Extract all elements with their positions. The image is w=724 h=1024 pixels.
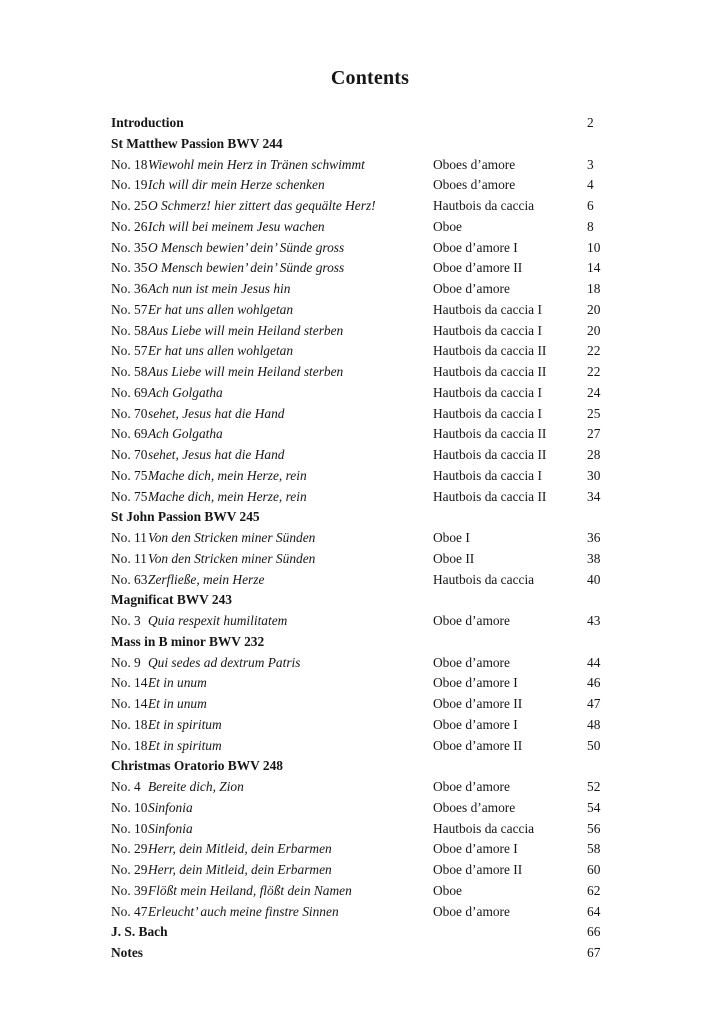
entry-page-number: 36 — [587, 530, 601, 545]
entry-title: Et in unum — [148, 675, 207, 691]
section-label: St John Passion BWV 245 — [111, 509, 260, 525]
entry-instrument: Oboe — [433, 882, 463, 898]
toc-entry-row — [111, 736, 631, 757]
entry-instrument: Oboe d’amore II — [433, 260, 523, 276]
section-page-number: 2 — [587, 115, 594, 130]
entry-page-number: 38 — [587, 550, 601, 566]
entry-title: Aus Liebe will mein Heiland sterben — [148, 364, 344, 379]
entry-number: No. 63 — [111, 571, 148, 587]
entry-number: No. 58 — [111, 322, 148, 338]
entry-title: O Mensch bewien’ dein’ Sünde gross — [148, 260, 345, 276]
toc-section-row — [111, 922, 631, 943]
entry-page-number: 50 — [587, 737, 601, 753]
entry-instrument: Hautbois da caccia — [433, 820, 535, 836]
entry-number: No. 18 — [111, 156, 148, 172]
entry-title: Et in spiritum — [148, 737, 222, 753]
entry-title: Qui sedes ad dextrum Patris — [148, 654, 301, 670]
entry-title: Von den Stricken miner Sünden — [148, 550, 316, 566]
page-title: Contents — [330, 67, 410, 89]
entry-instrument: Hautbois da caccia II — [433, 364, 547, 379]
toc-entry-row — [111, 341, 631, 362]
entry-instrument: Hautbois da caccia — [433, 198, 535, 213]
entry-title: Mache dich, mein Herze, rein — [148, 467, 307, 483]
entry-page-number: 8 — [587, 218, 594, 234]
entry-number: No. 18 — [111, 716, 148, 732]
toc-entry-row — [111, 404, 631, 425]
toc-entry-row — [111, 258, 631, 279]
entry-page-number: 24 — [587, 384, 601, 400]
entry-number: No. 39 — [111, 882, 148, 898]
section-page-number: 66 — [587, 924, 601, 940]
toc-entry-row — [111, 881, 631, 902]
toc-entry-row — [111, 673, 631, 694]
entry-instrument: Hautbois da caccia II — [433, 426, 547, 442]
entry-number: No. 10 — [111, 820, 148, 836]
entry-instrument: Hautbois da caccia — [433, 571, 535, 587]
entry-page-number: 28 — [587, 447, 601, 462]
section-page-number — [587, 590, 615, 611]
toc-entry-row — [111, 860, 631, 881]
entry-instrument: Hautbois da caccia I — [433, 405, 542, 421]
entry-instrument: Oboes d’amore — [433, 177, 516, 193]
section-page-number: 67 — [587, 945, 601, 960]
entry-instrument: Oboe d’amore II — [433, 696, 523, 711]
toc-section-row — [111, 943, 631, 964]
entry-number: No. 47 — [111, 903, 148, 919]
entry-number: No. 75 — [111, 467, 148, 483]
entry-number: No. 35 — [111, 260, 148, 276]
toc-entry-row — [111, 445, 631, 466]
toc-entry-row — [111, 300, 631, 321]
toc-entry-row — [111, 217, 631, 238]
section-label: J. S. Bach — [111, 924, 168, 940]
toc-entry-row — [111, 653, 631, 674]
toc-entry-row — [111, 487, 631, 508]
entry-instrument: Oboe d’amore I — [433, 841, 518, 857]
entry-number: No. 35 — [111, 239, 148, 255]
toc-entry-row — [111, 611, 631, 632]
toc-section-row — [111, 632, 631, 653]
entry-title: Ich will bei meinem Jesu wachen — [148, 218, 325, 234]
entry-number: No. 14 — [111, 675, 148, 691]
entry-page-number: 44 — [587, 654, 601, 670]
toc-entry-row — [111, 715, 631, 736]
entry-page-number: 34 — [587, 488, 601, 504]
entry-page-number: 47 — [587, 696, 601, 711]
entry-title: sehet, Jesus hat die Hand — [148, 405, 285, 421]
entry-number: No. 4 — [111, 779, 141, 794]
entry-page-number: 46 — [587, 675, 601, 691]
entry-number: No. 70 — [111, 405, 148, 421]
entry-instrument: Hautbois da caccia I — [433, 467, 542, 483]
section-label: St Matthew Passion BWV 244 — [111, 135, 283, 151]
toc-entry-row — [111, 383, 631, 404]
toc-entry-row — [111, 528, 631, 549]
entry-title: Aus Liebe will mein Heiland sterben — [148, 322, 344, 338]
entry-instrument: Oboe d’amore I — [433, 239, 518, 255]
entry-number: No. 25 — [111, 198, 148, 213]
entry-page-number: 20 — [587, 322, 601, 338]
entry-number: No. 26 — [111, 218, 148, 234]
entry-instrument: Oboe d’amore I — [433, 716, 518, 732]
entry-page-number: 64 — [587, 903, 601, 919]
toc-entry-row — [111, 424, 631, 445]
toc-section-row — [111, 113, 631, 134]
entry-instrument: Oboe d’amore I — [433, 675, 518, 691]
entry-instrument: Oboes d’amore — [433, 156, 516, 172]
entry-title: Sinfonia — [148, 799, 193, 815]
toc-entry-row — [111, 155, 631, 176]
entry-page-number: 48 — [587, 716, 601, 732]
toc-list — [111, 113, 631, 964]
entry-instrument: Oboe I — [433, 530, 470, 545]
toc-entry-row — [111, 839, 631, 860]
entry-instrument: Oboe d’amore — [433, 779, 510, 794]
entry-title: Erleucht’ auch meine finstre Sinnen — [148, 903, 339, 919]
entry-page-number: 27 — [587, 426, 601, 442]
entry-title: Flößt mein Heiland, flößt dein Namen — [148, 882, 352, 898]
section-label: Magnificat BWV 243 — [111, 592, 233, 608]
entry-page-number: 10 — [587, 239, 601, 255]
toc-entry-row — [111, 279, 631, 300]
entry-page-number: 18 — [587, 281, 601, 296]
section-page-number — [587, 756, 615, 777]
entry-number: No. 57 — [111, 301, 148, 317]
entry-number: No. 18 — [111, 737, 148, 753]
entry-instrument: Oboe d’amore II — [433, 862, 523, 877]
toc-entry-row — [111, 238, 631, 259]
entry-number: No. 70 — [111, 447, 148, 462]
entry-page-number: 4 — [587, 177, 594, 193]
entry-title: Herr, dein Mitleid, dein Erbarmen — [148, 841, 332, 857]
entry-page-number: 56 — [587, 820, 601, 836]
entry-instrument: Oboe d’amore II — [433, 737, 523, 753]
entry-title: sehet, Jesus hat die Hand — [148, 447, 285, 462]
entry-number: No. 19 — [111, 177, 148, 193]
entry-number: No. 69 — [111, 426, 148, 442]
entry-number: No. 29 — [111, 862, 148, 877]
toc-entry-row — [111, 466, 631, 487]
entry-instrument: Oboe d’amore — [433, 903, 510, 919]
toc-section-row — [111, 590, 631, 611]
entry-title: Ach Golgatha — [148, 384, 223, 400]
entry-page-number: 22 — [587, 343, 601, 359]
entry-number: No. 14 — [111, 696, 148, 711]
entry-title: Quia respexit humilitatem — [148, 613, 288, 628]
entry-number: No. 75 — [111, 488, 148, 504]
toc-entry-row — [111, 549, 631, 570]
entry-instrument: Oboe — [433, 218, 463, 234]
entry-title: Er hat uns allen wohlgetan — [148, 343, 294, 359]
entry-page-number: 58 — [587, 841, 601, 857]
entry-instrument: Hautbois da caccia I — [433, 384, 542, 400]
entry-title: Et in spiritum — [148, 716, 222, 732]
entry-instrument: Hautbois da caccia I — [433, 301, 542, 317]
entry-page-number: 30 — [587, 467, 601, 483]
section-page-number — [587, 134, 615, 155]
section-label: Notes — [111, 945, 143, 960]
toc-section-row — [111, 507, 631, 528]
entry-title: Mache dich, mein Herze, rein — [148, 488, 307, 504]
entry-page-number: 22 — [587, 364, 601, 379]
entry-title: Herr, dein Mitleid, dein Erbarmen — [148, 862, 332, 877]
toc-entry-row — [111, 902, 631, 923]
entry-page-number: 3 — [587, 156, 594, 172]
entry-page-number: 6 — [587, 198, 594, 213]
entry-title: Bereite dich, Zion — [148, 779, 244, 794]
entry-number: No. 10 — [111, 799, 148, 815]
toc-entry-row — [111, 819, 631, 840]
entry-title: O Mensch bewien’ dein’ Sünde gross — [148, 239, 345, 255]
entry-instrument: Hautbois da caccia II — [433, 488, 547, 504]
toc-entry-row — [111, 175, 631, 196]
entry-title: Ich will dir mein Herze schenken — [148, 177, 325, 193]
entry-number: No. 58 — [111, 364, 148, 379]
entry-number: No. 11 — [111, 550, 147, 566]
entry-title: Zerfließe, mein Herze — [148, 571, 265, 587]
entry-instrument: Oboe d’amore — [433, 654, 510, 670]
entry-page-number: 20 — [587, 301, 601, 317]
entry-title: Ach Golgatha — [148, 426, 223, 442]
entry-title: Sinfonia — [148, 820, 193, 836]
entry-instrument: Oboe d’amore — [433, 613, 510, 628]
entry-title: Ach nun ist mein Jesus hin — [148, 281, 291, 296]
toc-entry-row — [111, 196, 631, 217]
toc-entry-row — [111, 798, 631, 819]
entry-page-number: 54 — [587, 799, 601, 815]
toc-entry-row — [111, 694, 631, 715]
entry-title: Von den Stricken miner Sünden — [148, 530, 316, 545]
section-label: Mass in B minor BWV 232 — [111, 633, 265, 649]
section-page-number — [587, 507, 615, 528]
entry-instrument: Hautbois da caccia II — [433, 343, 547, 359]
entry-page-number: 25 — [587, 405, 601, 421]
entry-number: No. 9 — [111, 654, 141, 670]
entry-instrument: Oboe II — [433, 550, 475, 566]
entry-page-number: 14 — [587, 260, 601, 276]
section-page-number — [587, 632, 615, 653]
entry-number: No. 36 — [111, 281, 148, 296]
entry-number: No. 69 — [111, 384, 148, 400]
section-label: Christmas Oratorio BWV 248 — [111, 758, 283, 774]
section-label: Introduction — [111, 115, 184, 130]
entry-title: Wiewohl mein Herz in Tränen schwimmt — [148, 156, 365, 172]
entry-page-number: 40 — [587, 571, 601, 587]
entry-instrument: Oboe d’amore — [433, 281, 510, 296]
entry-instrument: Oboes d’amore — [433, 799, 516, 815]
toc-section-row — [111, 756, 631, 777]
toc-entry-row — [111, 570, 631, 591]
toc-entry-row — [111, 362, 631, 383]
entry-page-number: 52 — [587, 779, 601, 794]
entry-page-number: 60 — [587, 862, 601, 877]
toc-entry-row — [111, 777, 631, 798]
entry-number: No. 3 — [111, 613, 141, 628]
entry-instrument: Hautbois da caccia II — [433, 447, 547, 462]
entry-page-number: 43 — [587, 613, 601, 628]
entry-title: Et in unum — [148, 696, 207, 711]
entry-title: Er hat uns allen wohlgetan — [148, 301, 294, 317]
entry-number: No. 57 — [111, 343, 148, 359]
entry-instrument: Hautbois da caccia I — [433, 322, 542, 338]
toc-entry-row — [111, 321, 631, 342]
entry-title: O Schmerz! hier zittert das gequälte Herz! — [148, 198, 376, 213]
entry-page-number: 62 — [587, 882, 601, 898]
entry-number: No. 11 — [111, 530, 147, 545]
toc-section-row — [111, 134, 631, 155]
entry-number: No. 29 — [111, 841, 148, 857]
